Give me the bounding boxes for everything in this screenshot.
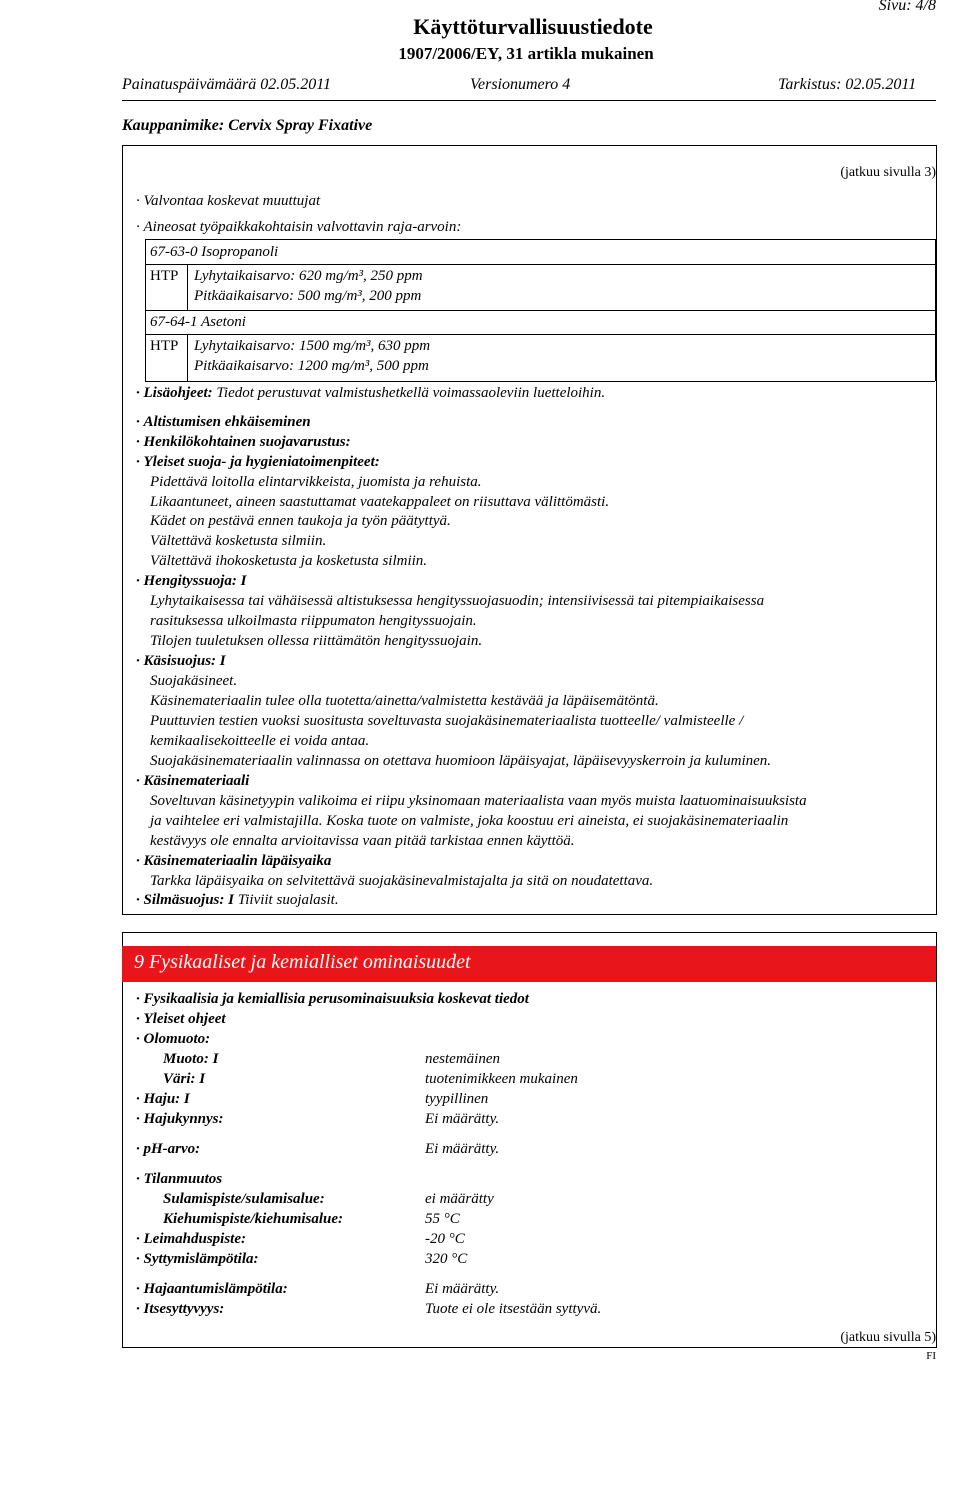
language-code: FI	[926, 1350, 936, 1362]
penetration-line: Tarkka läpäisyaika on selvitettävä suojakäsinevalmistajalta ja sitä on noudatettava.	[150, 873, 654, 889]
property-value: -20 °C	[425, 1231, 465, 1247]
property-value: Ei määrätty.	[425, 1141, 500, 1157]
additional-label: · Lisäohjeet:	[136, 385, 213, 401]
property-value: 55 °C	[425, 1211, 460, 1227]
property-value: Ei määrätty.	[425, 1111, 500, 1127]
eye-protection-label: · Silmäsuojus: I	[136, 892, 234, 908]
general-line: Vältettävä ihokosketusta ja kosketusta silmiin.	[150, 553, 428, 569]
section-right-border	[936, 145, 937, 915]
general-line: Pidettävä loitolla elintarvikkeista, juomista ja rehuista.	[150, 474, 482, 490]
property-value: tyypillinen	[425, 1091, 489, 1107]
substance-name: 67-64-1 Asetoni	[150, 314, 246, 330]
hand-line: Puuttuvien testien vuoksi suositusta soveltuvasta suojakäsinemateriaalista tuotteelle/ valmisteelle /	[150, 713, 744, 729]
revision-date: Tarkistus: 02.05.2011	[778, 76, 917, 93]
header-divider	[122, 100, 936, 101]
appearance-heading: · Olomuoto:	[136, 1031, 210, 1048]
penetration-heading: · Käsinemateriaalin läpäisyaika	[136, 853, 331, 870]
hand-line: Suojakäsinemateriaalin valinnassa on otettava huomioon läpäisyajat, läpäisevyyskerroin ja kuluminen.	[150, 753, 772, 769]
ppe-heading: · Henkilökohtainen suojavarustus:	[136, 434, 351, 451]
property-label: · pH-arvo:	[136, 1141, 200, 1158]
respiratory-heading: · Hengityssuoja: I	[136, 573, 246, 590]
property-label: Muoto: I	[163, 1051, 219, 1067]
section-left-border	[122, 145, 123, 915]
property-label: · Leimahduspiste:	[136, 1231, 246, 1248]
property-label: Kiehumispiste/kiehumisalue:	[163, 1211, 344, 1227]
respiratory-line: Tilojen tuuletuksen ollessa riittämätön hengityssuojain.	[150, 633, 483, 649]
property-label: Väri: I	[163, 1071, 206, 1087]
section9-right-border	[936, 932, 937, 1347]
section-bottom-border	[122, 914, 937, 915]
general-line: Likaantuneet, aineen saastuttamat vaatekappaleet on riisuttava välittömästi.	[150, 494, 610, 510]
property-label: · Tilanmuutos	[136, 1171, 222, 1188]
property-label: Sulamispiste/sulamisalue:	[163, 1191, 325, 1207]
page-number: Sivu: 4/8	[878, 0, 936, 14]
limit-code: HTP	[150, 268, 179, 284]
section9-bottom-border	[122, 1347, 937, 1348]
section9-title: 9 Fysikaaliset ja kemialliset ominaisuudet	[134, 951, 471, 973]
continued-to: (jatkuu sivulla 5)	[840, 1330, 936, 1345]
property-value: Tuote ei ole itsestään syttyvä.	[425, 1301, 602, 1317]
general-line: Kädet on pestävä ennen taukoja ja työn päätyttyä.	[150, 513, 451, 529]
exposure-heading: · Altistumisen ehkäiseminen	[136, 414, 311, 431]
limit-code: HTP	[150, 338, 179, 354]
section9-top-border	[122, 932, 937, 933]
respiratory-line: rasituksessa ulkoilmasta riippumaton hengityssuojain.	[150, 613, 477, 629]
control-heading: · Valvontaa koskevat muuttujat	[136, 193, 320, 210]
glove-material-line: Soveltuvan käsinetyypin valikoima ei riipu yksinomaan materiaalista vaan myös muista laatuominaisuuksista	[150, 793, 807, 809]
long-term-limit: Pitkäaikaisarvo: 1200 mg/m³, 500 ppm	[194, 358, 429, 374]
property-label: · Haju: I	[136, 1091, 190, 1108]
general-info-heading: · Yleiset ohjeet	[136, 1011, 226, 1028]
hand-line: Käsinemateriaalin tulee olla tuotetta/ainetta/valmistetta kestävää ja läpäisemätöntä.	[150, 693, 659, 709]
hand-protection-heading: · Käsisuojus: I	[136, 653, 226, 670]
additional-text: Tiedot perustuvat valmistushetkellä voimassaoleviin luetteloihin.	[216, 385, 606, 401]
property-value: ei määrätty	[425, 1191, 494, 1207]
short-term-limit: Lyhytaikaisarvo: 620 mg/m³, 250 ppm	[194, 268, 423, 284]
document-title: Käyttöturvallisuustiedote	[413, 14, 653, 39]
hand-line: Suojakäsineet.	[150, 673, 238, 689]
property-label: · Itsesyttyvyys:	[136, 1301, 224, 1318]
glove-material-heading: · Käsinemateriaali	[136, 773, 249, 790]
substance-name: 67-63-0 Isopropanoli	[150, 244, 279, 260]
continued-from: (jatkuu sivulla 3)	[840, 165, 936, 180]
short-term-limit: Lyhytaikaisarvo: 1500 mg/m³, 630 ppm	[194, 338, 431, 354]
respiratory-line: Lyhytaikaisessa tai vähäisessä altistuksessa hengityssuojasuodin; intensiivisessä tai pitempiaikaisessa	[150, 593, 765, 609]
version-number: Versionumero 4	[470, 76, 571, 93]
property-label: · Hajaantumislämpötila:	[136, 1281, 288, 1298]
print-date: Painatuspäivämäärä 02.05.2011	[122, 76, 332, 93]
trade-name: Kauppanimike: Cervix Spray Fixative	[122, 117, 373, 134]
property-value: tuotenimikkeen mukainen	[425, 1071, 578, 1087]
general-measures-heading: · Yleiset suoja- ja hygieniatoimenpiteet:	[136, 454, 380, 471]
glove-material-line: kestävyys ole ennalta arvioitavissa vaan pitää tarkistaa ennen käyttöä.	[150, 833, 575, 849]
long-term-limit: Pitkäaikaisarvo: 500 mg/m³, 200 ppm	[194, 288, 422, 304]
additional-info	[136, 385, 605, 402]
basic-properties-heading: · Fysikaalisia ja kemiallisia perusominaisuuksia koskevat tiedot	[136, 991, 529, 1008]
glove-material-line: ja vaihtelee eri valmistajilla. Koska tuote on valmiste, joka koostuu eri aineista, ei suojakäsinemateriaalin	[150, 813, 789, 829]
eye-protection	[136, 892, 339, 909]
limits-heading: · Aineosat työpaikkakohtaisin valvottavin raja-arvoin:	[136, 219, 461, 236]
property-label: · Hajukynnys:	[136, 1111, 224, 1128]
section9-left-border	[122, 932, 123, 1347]
hand-line: kemikaalisekoitteelle ei voida antaa.	[150, 733, 370, 749]
document-subtitle: 1907/2006/EY, 31 artikla mukainen	[398, 44, 654, 63]
general-line: Vältettävä kosketusta silmiin.	[150, 533, 327, 549]
property-label: · Syttymislämpötila:	[136, 1251, 259, 1268]
property-value: nestemäinen	[425, 1051, 500, 1067]
eye-protection-text: Tiiviit suojalasit.	[237, 892, 339, 908]
trade-name-divider	[122, 145, 936, 146]
property-value: 320 °C	[425, 1251, 468, 1267]
property-value: Ei määrätty.	[425, 1281, 500, 1297]
